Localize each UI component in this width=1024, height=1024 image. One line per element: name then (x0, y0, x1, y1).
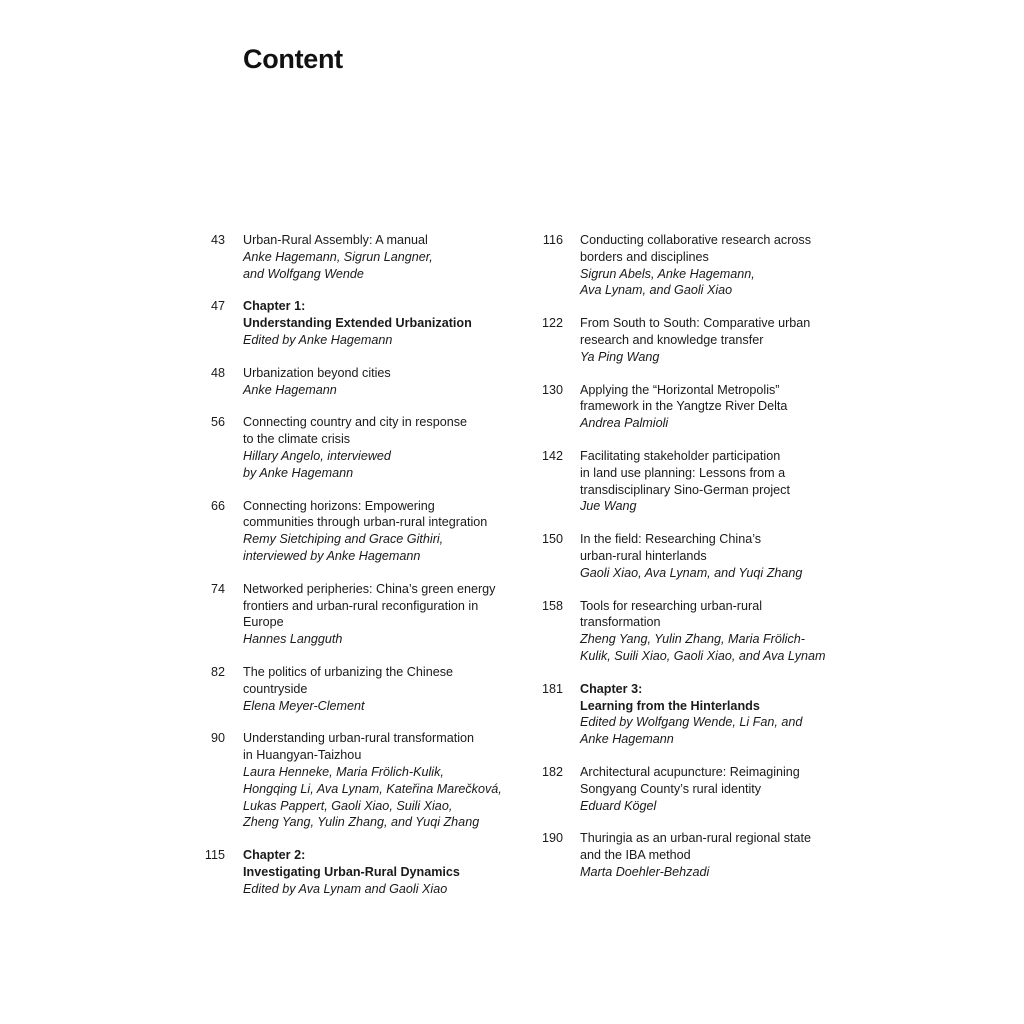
toc-entry (527, 598, 837, 665)
toc-column-left (190, 232, 520, 898)
toc-entry-text (243, 414, 520, 481)
toc-entry (190, 498, 520, 565)
toc-entry-text (243, 581, 520, 648)
toc-entry-title: urban-rural hinterlands (580, 548, 707, 563)
toc-page-number: 74 (210, 581, 225, 596)
toc-chapter-heading: Chapter 2: (243, 848, 306, 863)
toc-entry-author: Zheng Yang, Yulin Zhang, Maria Frölich- (580, 632, 805, 647)
toc-entry-author: interviewed by Anke Hagemann (243, 548, 421, 563)
toc-chapter-heading: Investigating Urban-Rural Dynamics (243, 864, 460, 879)
toc-entry (527, 448, 837, 515)
toc-entry-title: From South to South: Comparative urban (580, 316, 811, 331)
toc-entry-text (243, 730, 520, 831)
page-title: Content (243, 44, 343, 74)
toc-entry-author: Anke Hagemann (580, 732, 674, 747)
toc-entry-title: research and knowledge transfer (580, 332, 764, 347)
toc-entry-text (580, 448, 837, 515)
toc-entry-author: Laura Henneke, Maria Frölich-Kulik, (243, 764, 444, 779)
toc-entry-title: The politics of urbanizing the Chinese (243, 664, 454, 679)
toc-entry-text (580, 764, 837, 814)
toc-entry-author: Andrea Palmioli (580, 416, 669, 431)
toc-entry-author: Gaoli Xiao, Ava Lynam, and Yuqi Zhang (580, 565, 803, 580)
toc-entry (190, 414, 520, 481)
toc-entry-title: Architectural acupuncture: Reimagining (580, 764, 800, 779)
toc-entry-author: Anke Hagemann (243, 382, 337, 397)
toc-entry-title: transdisciplinary Sino-German project (580, 482, 790, 497)
toc-chapter-heading: Understanding Extended Urbanization (243, 316, 472, 331)
toc-entry (527, 531, 837, 581)
toc-page-number: 190 (541, 831, 563, 846)
toc-page-number: 48 (210, 365, 225, 380)
toc-chapter-heading: Chapter 3: (580, 681, 643, 696)
toc-entry-author: and Wolfgang Wende (243, 266, 364, 281)
toc-entry-title: Facilitating stakeholder participation (580, 448, 781, 463)
toc-entry (527, 830, 837, 880)
toc-entry-title: Urban-Rural Assembly: A manual (243, 233, 428, 247)
toc-page-number: 82 (210, 664, 225, 679)
toc-page-number: 90 (210, 731, 225, 746)
toc-entry-text (243, 365, 520, 399)
toc-entry-title: Songyang County’s rural identity (580, 781, 762, 796)
toc-entry-text (243, 298, 520, 348)
toc-entry-author: Hongqing Li, Ava Lynam, Kateřina Marečková, (243, 781, 502, 796)
toc-entry-title: Applying the “Horizontal Metropolis” (580, 382, 780, 397)
toc-entry (527, 315, 837, 365)
toc-entry-author: Lukas Pappert, Gaoli Xiao, Suili Xiao, (243, 798, 453, 813)
toc-entry-text (580, 315, 837, 365)
toc-entry (527, 382, 837, 432)
toc-entry-author: Hillary Angelo, interviewed (243, 448, 391, 463)
toc-entry-title: framework in the Yangtze River Delta (580, 399, 788, 414)
toc-page-number: 158 (541, 598, 563, 613)
toc-entry-author: Edited by Wolfgang Wende, Li Fan, and (580, 715, 803, 730)
toc-entry-title: frontiers and urban-rural reconfiguration in (243, 598, 479, 613)
toc-entry-text (580, 531, 837, 581)
toc-entry-title: Tools for researching urban-rural (580, 598, 762, 613)
toc-chapter-heading: Chapter 1: (243, 299, 306, 314)
toc-entry-text (243, 847, 520, 897)
toc-entry-author: Edited by Ava Lynam and Gaoli Xiao (243, 881, 448, 896)
toc-entry-title: In the field: Researching China’s (580, 532, 762, 547)
toc-entry (190, 298, 520, 348)
toc-entry-title: Thuringia as an urban-rural regional state (580, 831, 812, 846)
toc-entry-title: Conducting collaborative research across (580, 233, 812, 247)
toc-entry (527, 232, 837, 299)
toc-entry (190, 730, 520, 831)
toc-entry-title: transformation (580, 615, 661, 630)
toc-page-number: 181 (541, 681, 563, 696)
toc-page-number: 182 (541, 764, 563, 779)
toc-entry (190, 365, 520, 399)
toc-entry-title: Urbanization beyond cities (243, 365, 391, 380)
toc-page-number: 56 (210, 415, 225, 430)
toc-entry-title: borders and disciplines (580, 249, 709, 264)
toc-entry-author: Ava Lynam, and Gaoli Xiao (580, 283, 733, 298)
toc-entry-text (580, 232, 837, 299)
toc-entry-title: in land use planning: Lessons from a (580, 465, 786, 480)
toc-entry-author: Zheng Yang, Yulin Zhang, and Yuqi Zhang (243, 815, 480, 830)
toc-entry-author: Remy Sietchiping and Grace Githiri, (243, 532, 444, 547)
toc-page-number: 115 (204, 848, 225, 863)
toc-entry-title: Connecting horizons: Empowering (243, 498, 435, 513)
toc-entry-title: to the climate crisis (243, 432, 351, 447)
toc-entry (190, 581, 520, 648)
toc-chapter-heading: Learning from the Hinterlands (580, 698, 760, 713)
toc-entry-title: communities through urban-rural integration (243, 515, 488, 530)
toc-page-number: 130 (541, 382, 563, 397)
toc-entry-author: Eduard Kögel (580, 798, 657, 813)
toc-entry-title: Understanding urban-rural transformation (243, 731, 475, 746)
toc-entry-text (580, 681, 837, 748)
toc-entry-title: Networked peripheries: China’s green energy (243, 581, 496, 596)
toc-entry (527, 681, 837, 748)
toc-entry-title: and the IBA method (580, 848, 691, 863)
toc-entry-author: Kulik, Suili Xiao, Gaoli Xiao, and Ava Lynam (580, 648, 826, 663)
toc-entry-author: Marta Doehler-Behzadi (580, 864, 710, 879)
toc-column-right (527, 232, 837, 881)
toc-entry-text (243, 232, 520, 282)
toc-page-number: 150 (541, 532, 563, 547)
toc-entry-title: in Huangyan-Taizhou (243, 748, 362, 763)
toc-entry-author: Sigrun Abels, Anke Hagemann, (580, 266, 755, 281)
toc-page-number: 43 (210, 233, 225, 247)
toc-entry (190, 847, 520, 897)
toc-page-number: 142 (541, 448, 563, 463)
toc-entry-text (580, 598, 837, 665)
toc-entry-text (580, 830, 837, 880)
toc-page-number: 116 (542, 233, 563, 247)
toc-entry-author: Edited by Anke Hagemann (243, 332, 393, 347)
toc-entry (190, 232, 520, 282)
toc-entry-author: Elena Meyer-Clement (243, 698, 365, 713)
toc-entry-author: Jue Wang (580, 499, 637, 514)
toc-entry (190, 664, 520, 714)
toc-entry-author: Hannes Langguth (243, 632, 343, 647)
toc-entry-text (580, 382, 837, 432)
toc-entry-author: by Anke Hagemann (243, 465, 354, 480)
toc-entry-author: Anke Hagemann, Sigrun Langner, (243, 249, 433, 264)
toc-entry-author: Ya Ping Wang (580, 349, 660, 364)
toc-entry-title: Connecting country and city in response (243, 415, 468, 430)
toc-entry-text (243, 664, 520, 714)
toc-entry (527, 764, 837, 814)
toc-page-number: 66 (210, 498, 225, 513)
toc-entry-title: Europe (243, 615, 284, 630)
toc-page-number: 122 (541, 316, 563, 331)
toc-entry-text (243, 498, 520, 565)
toc-entry-title: countryside (243, 681, 308, 696)
toc-page-number: 47 (210, 299, 225, 314)
